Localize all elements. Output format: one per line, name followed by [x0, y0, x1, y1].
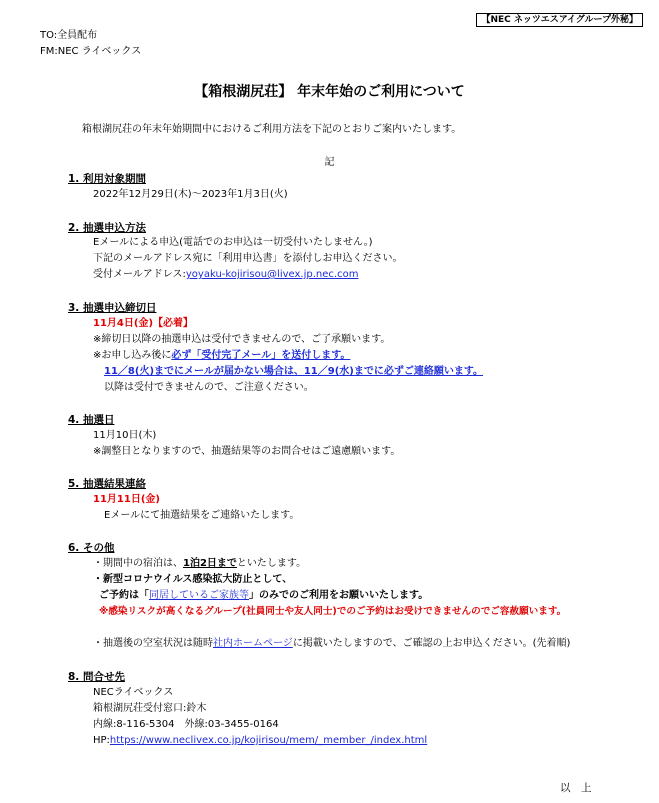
section-5-heading: 5. 抽選結果連絡 — [68, 478, 146, 490]
other-line4-warning: ※感染リスクが高くなるグループ(社員同士や友人同士)でのご予約はお受けできませんのでご容赦願います。 — [99, 606, 567, 617]
deadline-note2-prefix: ※お申し込み後に — [93, 350, 172, 361]
other-line3-prefix: ご予約は「 — [99, 590, 149, 601]
result-note: Eメールにて抽選結果をご連絡いたします。 — [104, 510, 300, 521]
other-line1-emphasis: 1泊2日まで — [183, 558, 237, 569]
other-line5-prefix: ・抽選後の空室状況は随時 — [93, 638, 213, 649]
section-4-heading: 4. 抽選日 — [68, 414, 115, 426]
to-line: TO:全員配布 — [40, 30, 98, 41]
usage-period: 2022年12月29日(木)～2023年1月3日(火) — [93, 189, 288, 200]
other-line1 — [93, 558, 306, 570]
intranet-homepage-link[interactable]: 社内ホームページ — [213, 638, 293, 649]
lottery-date: 11月10日(木) — [93, 430, 157, 441]
section-3-heading: 3. 抽選申込締切日 — [68, 302, 157, 314]
mail-address-link[interactable]: yoyaku-kojirisou@livex.jp.nec.com — [185, 269, 359, 280]
from-line: FM:NEC ライベックス — [40, 46, 142, 57]
contact-org: NECライベックス — [93, 687, 174, 698]
deadline-note3: 11／8(火)までにメールが届かない場合は、11／9(水)までに必ずご連絡願います。 — [104, 366, 484, 377]
section-8-heading: 8. 問合せ先 — [68, 671, 125, 683]
other-line5 — [93, 638, 570, 650]
lottery-note: ※調整日となりますので、抽選結果等のお問合せはご遠慮願います。 — [93, 446, 401, 457]
section-2-heading: 2. 抽選申込方法 — [68, 222, 146, 234]
other-line3-suffix: 」のみでのご利用をお願いいたします。 — [249, 590, 429, 601]
other-line1-prefix: ・期間中の宿泊は、 — [93, 558, 183, 569]
intro-text: 箱根湖尻荘の年末年始期間中におけるご利用方法を下記のとおりご案内いたします。 — [82, 124, 462, 135]
closing-mark: 以 上 — [560, 782, 592, 794]
contact-hp-label: HP: — [93, 735, 110, 746]
result-date: 11月11日(金) — [93, 494, 160, 505]
contact-phone: 内線:8-116-5304 外線:03-3455-0164 — [93, 719, 279, 730]
deadline-date: 11月4日(金)【必着】 — [93, 318, 194, 329]
other-line2: ・新型コロナウイルス感染拡大防止として、 — [93, 574, 293, 585]
other-line3 — [99, 590, 428, 602]
other-line5-suffix: に掲載いたしますので、ご確認の上お申込ください。(先着順) — [292, 638, 571, 649]
contact-desk: 箱根湖尻荘受付窓口:鈴木 — [93, 703, 207, 714]
mail-address-line — [93, 269, 358, 281]
apply-method-line2: 下記のメールアドレス宛に「利用申込書」を添付しお申込ください。 — [93, 253, 403, 264]
deadline-note2-emphasis: 必ず「受付完了メール」を送付します。 — [171, 350, 351, 361]
section-6-heading: 6. その他 — [68, 542, 115, 554]
deadline-note2 — [93, 350, 350, 362]
confidential-label: 【NEC ネッツエスアイグループ外秘】 — [476, 13, 643, 27]
section-1-heading: 1. 利用対象期間 — [68, 173, 146, 185]
mail-address-label: 受付メールアドレス: — [93, 269, 186, 280]
deadline-note1: ※締切日以降の抽選申込は受付できませんので、ご了承願います。 — [93, 334, 391, 345]
deadline-note4: 以降は受付できませんので、ご注意ください。 — [104, 382, 314, 393]
contact-hp — [93, 735, 427, 747]
ki-mark: 記 — [324, 157, 335, 168]
other-line3-emphasis: 同居しているご家族等 — [149, 590, 249, 601]
apply-method-line1: Eメールによる申込(電話でのお申込は一切受付いたしません。) — [93, 237, 373, 248]
document-title: 【箱根湖尻荘】 年末年始のご利用について — [194, 84, 465, 100]
other-line1-suffix: といたします。 — [236, 558, 307, 569]
contact-hp-link[interactable]: https://www.neclivex.co.jp/kojirisou/mem/_member_/index.html — [109, 735, 428, 746]
